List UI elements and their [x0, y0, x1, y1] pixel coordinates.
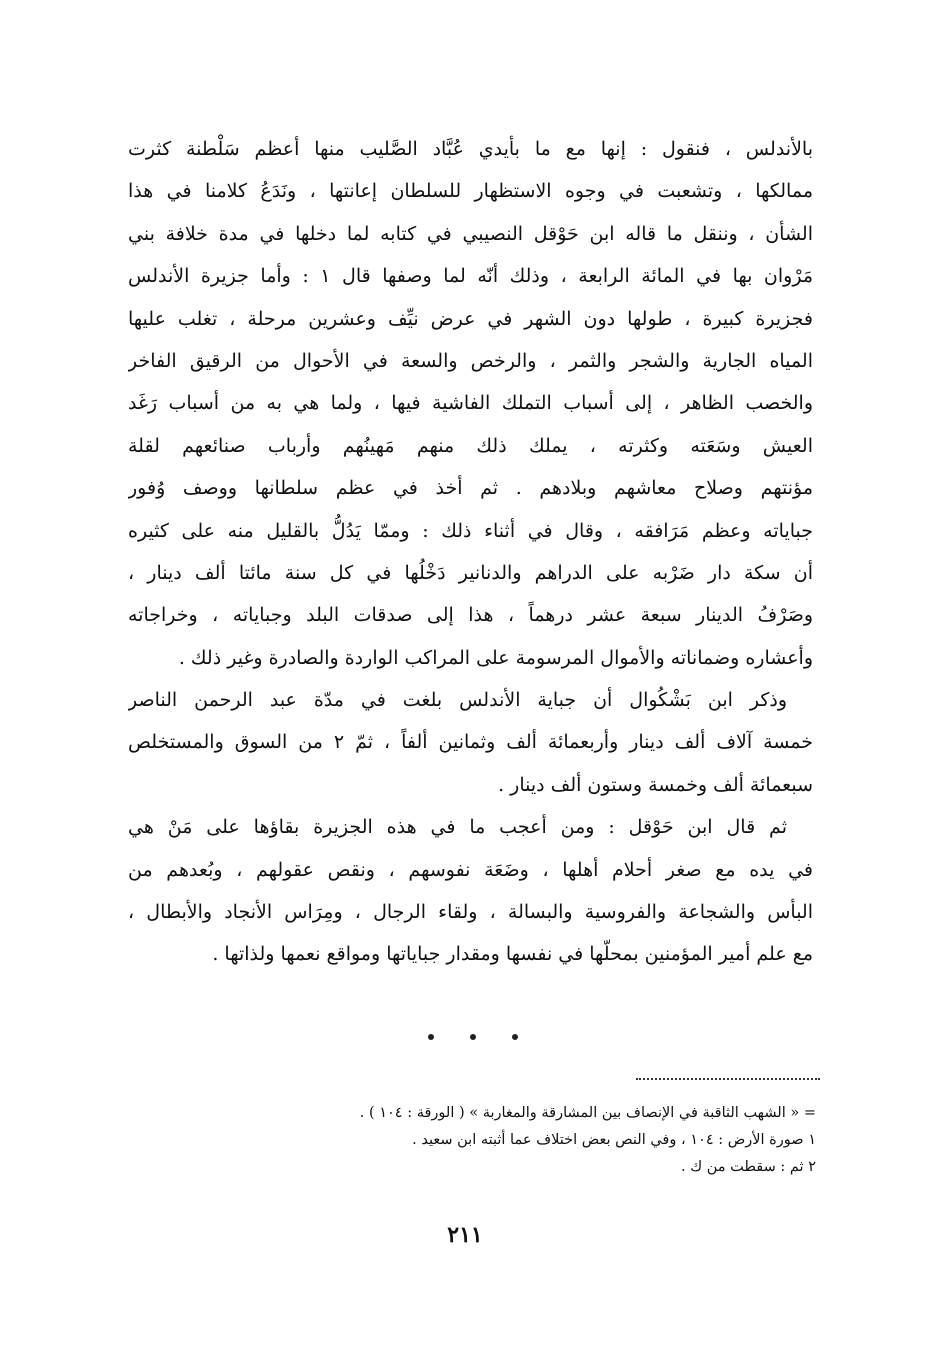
text-line-8: العيش وسَعَته وكثرته ، يملك ذلك منهم مَهينُهم وأرباب صنائعهم لقلة [128, 434, 813, 457]
text-line-20: مع علم أمير المؤمنين بمحلّها في نفسها ومقدار جباياتها ومواقع نعمها ولذاتها . [212, 943, 813, 966]
footnote-continuation: = « الشهب الثاقبة في الإنصاف بين المشارقة والمغاربة » ( الورقة : ١٠٤ ) . [359, 1105, 816, 1121]
text-line-16: سبعمائة ألف وخمسة وستون ألف دينار . [498, 773, 813, 796]
text-line-19: البأس والشجاعة والفروسية والبسالة ، ولقاء الرجال ، ومِرَاس الأنجاد والأبطال ، [128, 901, 813, 924]
text-line-9: مؤنتهم وصلاح معاشهم وبلادهم . ثم أخذ في عظم سلطانها ووصف وُفور [128, 477, 813, 500]
text-line-10: جباياته وعظم مَرَافقه ، وقال في أثناء ذلك : وممّا يَدُلُّ بالقليل منه على كثيره [128, 519, 813, 542]
text-line-14: وذكر ابن بَشْكُوال أن جباية الأندلس بلغت في مدّة عبد الرحمن الناصر [128, 689, 787, 712]
text-line-11: أن سكة دار ضَرْبه على الدراهم والدنانير دَخْلُها في كل سنة مائتا ألف دينار ، [128, 561, 813, 584]
footnote-divider [636, 1078, 820, 1080]
text-line-2: ممالكها ، وتشعبت في وجوه الاستظهار للسلطان إعانتها ، ونَدَعُ كلامنا في هذا [128, 180, 813, 203]
text-line-5: فجزيرة كبيرة ، طولها دون الشهر في عرض نيِّف وعشرين مرحلة ، تغلب عليها [128, 307, 813, 330]
text-line-6: المياه الجارية والشجر والثمر ، والرخص والسعة في الأحوال من الرقيق الفاخر [128, 349, 813, 372]
text-line-3: الشأن ، وننقل ما قاله ابن حَوْقل النصيبي في كتابه لما دخلها في مدة خلافة بني [128, 222, 813, 245]
text-line-15: خمسة آلاف ألف دينار وأربعمائة ألف وثمانين ألفاً ، ثمّ ٢ من السوق والمستخلص [128, 731, 813, 754]
footnote-1: ١ صورة الأرض : ١٠٤ ، وفي النص بعض اختلاف عما أثبته ابن سعيد . [412, 1132, 816, 1148]
text-line-4: مَرْوان بها في المائة الرابعة ، وذلك أنّه لما وصفها قال ١ : وأما جزيرة الأندلس [128, 265, 813, 288]
main-text [128, 128, 813, 976]
separator-dot [428, 1034, 434, 1040]
text-line-7: والخصب الظاهر ، إلى أسباب التملك الفاشية فيها ، ولما هي به من أسباب رَغَد [128, 392, 813, 415]
text-line-13: وأعشاره وضماناته والأموال المرسومة على المراكب الواردة والصادرة وغير ذلك . [178, 646, 813, 669]
page-number: ٢١١ [447, 1222, 483, 1248]
text-line-1: بالأندلس ، فنقول : إنها مع ما بأيدي عُبَّاد الصَّليب منها أعظم سَلْطنة كثرت [128, 138, 813, 160]
footnote-2: ٢ ثم : سقطت من ك . [680, 1159, 816, 1175]
text-line-17: ثم قال ابن حَوْقل : ومن أعجب ما في هذه الجزيرة بقاؤها على مَنْ هي [128, 816, 787, 839]
footnotes [240, 1100, 816, 1181]
section-separator [380, 1028, 540, 1048]
text-line-12: وصَرْفُ الدينار سبعة عشر درهماً ، هذا إلى صدقات البلد وجباياته ، وخراجاته [128, 604, 813, 627]
separator-dot [512, 1034, 518, 1040]
separator-dot [470, 1034, 476, 1040]
text-line-18: في يده مع صغر أحلام أهلها ، وضَعَة نفوسهم ، ونقص عقولهم ، وبُعدهم من [128, 858, 813, 881]
